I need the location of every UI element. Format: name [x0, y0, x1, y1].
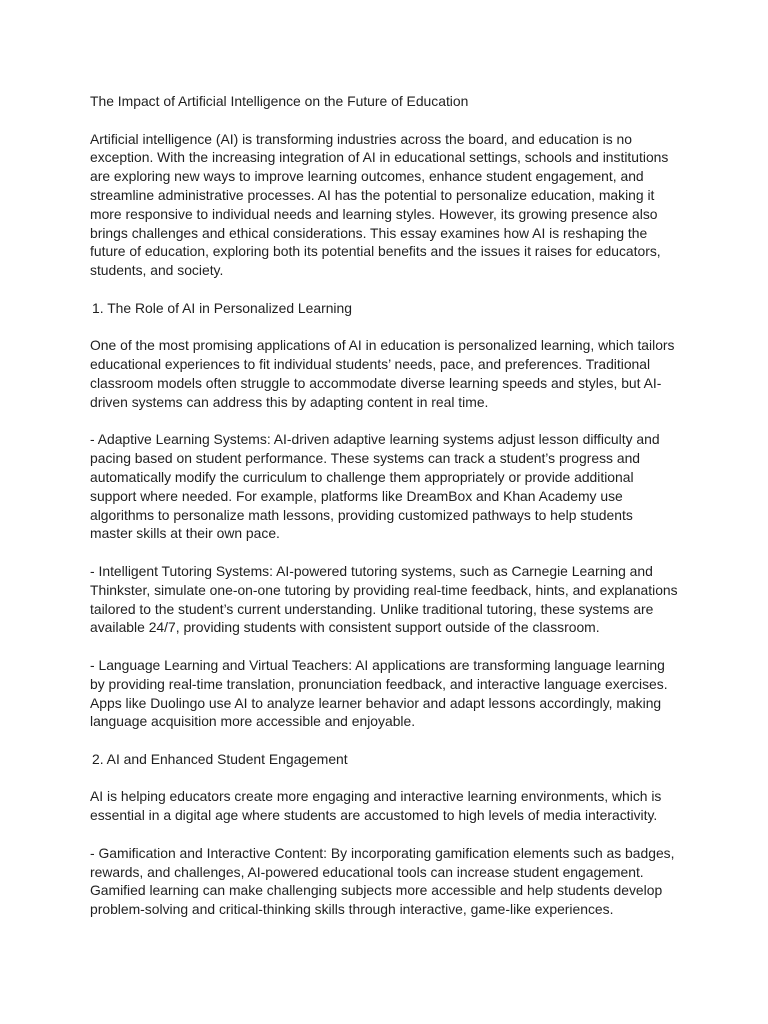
section-1-heading: 1. The Role of AI in Personalized Learning — [92, 299, 352, 316]
section-2-paragraph-1: AI is helping educators create more engaging and interactive learning environments, which is essential in a digital age where students are accustomed to high levels of media interactivity. — [90, 788, 662, 824]
section-2-paragraph-2: - Gamification and Interactive Content: By incorporating gamification elements such as badges, rewards, and challenges, AI-powered educational tools can increase student engagement. Gamified learning can make challenging subjects more accessible and help students develop problem-solving and critical-thinking skills through interactive, game-like experiences. — [90, 844, 675, 918]
section-1-paragraph-2: - Adaptive Learning Systems: AI-driven adaptive learning systems adjust lesson difficulty and pacing based on student performance. These systems can track a student’s progress and automatically modify the curriculum to challenge them appropriately or provide additional support where needed. For example, platforms like DreamBox and Khan Academy use algorithms to personalize math lessons, providing customized pathways to help students master skills at their own pace. — [90, 431, 660, 542]
section-1-paragraph-1: One of the most promising applications of AI in education is personalized learning, which tailors educational experiences to fit individual students’ needs, pace, and preferences. Traditional classroom models often struggle to accommodate diverse learning speeds and styles, but AI-driven systems can address this by adapting content in real time. — [90, 337, 675, 410]
intro-paragraph: Artificial intelligence (AI) is transforming industries across the board, and education is no exception. With the increasing integration of AI in educational settings, schools and institutions are exploring new ways to improve learning outcomes, enhance student engagement, and streamline administrative processes. AI has the potential to personalize education, making it more responsive to individual needs and learning styles. However, its growing presence also brings challenges and ethical considerations. This essay examines how AI is reshaping the future of education, exploring both its potential benefits and the issues it raises for educators, students, and society. — [90, 130, 669, 279]
section-1-paragraph-4: - Language Learning and Virtual Teachers: AI applications are transforming language learning by providing real-time translation, pronunciation feedback, and interactive language exercises. Apps like Duolingo use AI to analyze learner behavior and adapt lessons accordingly, making language acquisition more accessible and enjoyable. — [90, 656, 668, 730]
section-1-paragraph-3: - Intelligent Tutoring Systems: AI-powered tutoring systems, such as Carnegie Learning and Thinkster, simulate one-on-one tutoring by providing real-time feedback, hints, and explanations tailored to the student’s current understanding. Unlike traditional tutoring, these systems are available 24/7, providing students with consistent support outside of the classroom. — [90, 562, 678, 636]
document-title: The Impact of Artificial Intelligence on the Future of Education — [90, 93, 469, 109]
document-page — [90, 92, 678, 938]
section-2-heading: 2. AI and Enhanced Student Engagement — [92, 750, 348, 767]
